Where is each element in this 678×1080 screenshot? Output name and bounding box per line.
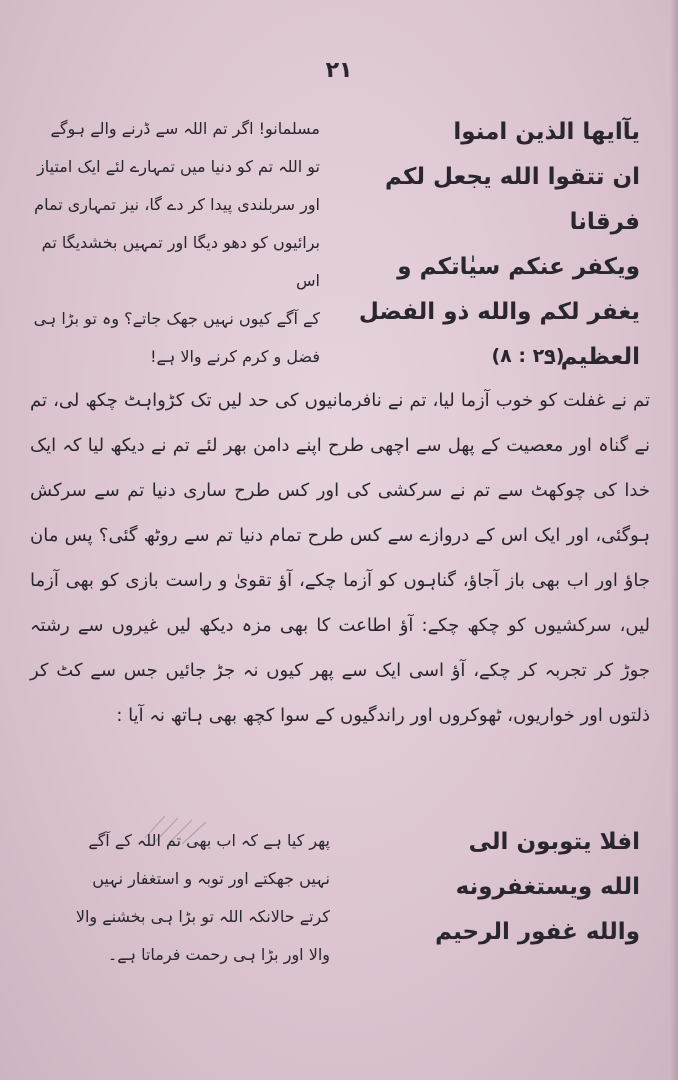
arabic-verse-line: العظيم ـ — [544, 344, 640, 370]
translation-line: مسلمانو! اگر تم اللہ سے ڈرنے والے ہوگے — [50, 119, 320, 138]
translation-line: اور سربلندی پیدا کر دے گا، نیز تمہاری تمام — [34, 195, 320, 214]
arabic-verse-line: افلا يتوبون الى — [468, 829, 640, 855]
arabic-verse-line: الله ويستغفرونه — [455, 874, 640, 900]
arabic-verse-block-2 — [350, 820, 640, 955]
arabic-verse-block-1 — [340, 110, 640, 380]
arabic-verse-line: ويكفر عنكم سيٰاتكم و — [397, 254, 640, 280]
translation-line: پھر کیا ہے کہ اب بھی تم اللہ کے آگے — [88, 831, 330, 850]
commentary-paragraph: تم نے غفلت کو خوب آزما لیا، تم نے نافرمانیوں کی حد لیں تک کڑواہٹ چکھ لی، تم نے گناہ اور معصیت کے پھل سے اچھی طرح اپنے دامن بھر لئے تم نے دیکھ لیا کہ ایک خدا کی چوکھٹ سے تم نے سرکشی کی اور کس طرح ساری دنیا تم سے سرکش ہوگئی، اور ایک اس کے دروازے سے کس طرح تمام دنیا تم سے روٹھ گئی؟ پس مان جاؤ اور اب بھی باز آجاؤ، گناہوں کو آزما چکے، آؤ تقویٰ و راست بازی کو بھی آزما لیں، سرکشیوں کو چکھ چکے: آؤ اطاعت کا بھی مزہ دیکھ لیں غیروں سے رشتہ جوڑ کر تجربہ کر چکے، آؤ اسی ایک سے پھر کیوں نہ جڑ جائیں جس سے کٹ کر ذلتوں اور خواریوں، ٹھوکروں اور راندگیوں کے سوا کچھ بھی ہاتھ نہ آیا : — [30, 390, 650, 726]
translation-line: فضل و کرم کرنے والا ہے! — [150, 347, 320, 366]
arabic-verse-line: يآايها الذين امنوا — [453, 119, 640, 145]
translation-line: کے آگے کیوں نہیں جھک جاتے؟ وہ تو بڑا ہی — [33, 309, 320, 328]
urdu-translation-block-1 — [30, 110, 320, 376]
translation-line: والا اور بڑا ہی رحمت فرماتا ہے۔ — [107, 945, 330, 964]
page-edge-shadow — [670, 0, 678, 1080]
translation-line: نہیں جھکتے اور توبہ و استغفار نہیں — [92, 869, 330, 888]
arabic-verse-line: يغفر لكم والله ذو الفضل — [358, 299, 640, 325]
arabic-verse-line: ان تتقوا الله يجعل لكم فرقانا — [384, 164, 640, 235]
translation-line: برائیوں کو دھو دیگا اور تمہیں بخشدیگا تم اس — [41, 233, 320, 290]
translation-line: تو اللہ تم کو دنیا میں تمہارے لئے ایک امتیاز — [37, 157, 320, 176]
verse-reference: (۸ : ۲۹) — [491, 345, 565, 367]
urdu-translation-block-2 — [60, 822, 330, 974]
translation-line: کرتے حالانکہ اللہ تو بڑا ہی بخشنے والا — [75, 907, 330, 926]
arabic-verse-line: والله غفور الرحيم — [435, 919, 640, 945]
page-number: ۲۱ — [325, 58, 353, 83]
